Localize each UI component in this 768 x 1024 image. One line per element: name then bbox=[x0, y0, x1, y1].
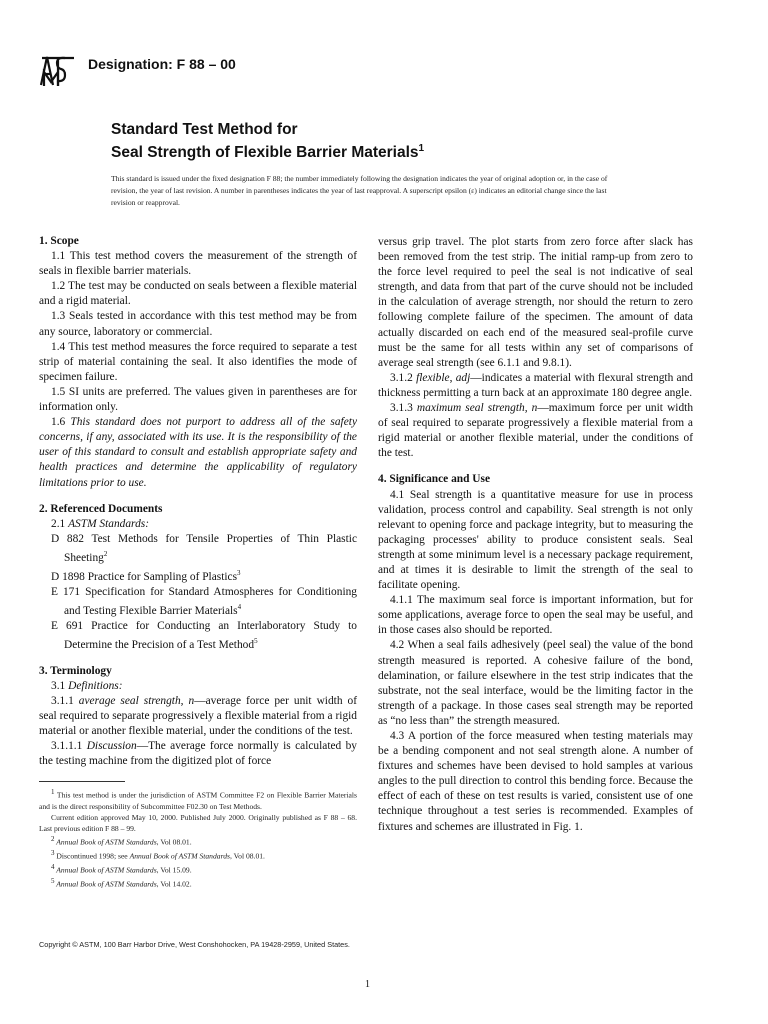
reference-text: E 171 Specification for Standard Atmospheres for Conditioning and Testing Flexible Barrier Materials bbox=[51, 585, 357, 617]
astm-standards-label: ASTM Standards: bbox=[68, 517, 149, 530]
title-line-1: Standard Test Method for bbox=[111, 121, 298, 138]
safety-caveat: This standard does not purport to address all of the safety concerns, if any, associated with its use. It is the responsibility of the user of this standard to consult and establish appropriate safety and health practices and determine the applicability of regulatory limitations prior to use. bbox=[39, 416, 357, 489]
paragraph-1-1: 1.1 This test method covers the measurement of the strength of seals in flexible barrier materials. bbox=[39, 250, 357, 278]
title-text: Seal Strength of Flexible Barrier Materials bbox=[111, 144, 419, 162]
defined-term: average seal strength bbox=[78, 694, 181, 707]
footnote-divider bbox=[39, 781, 125, 782]
footnote-ref: 2 bbox=[103, 549, 108, 558]
footnote-text: This test method is under the jurisdiction of ASTM Committee F2 on Flexible Barrier Materials and is the direct responsibility of Subcommittee F02.30 on Test Methods. bbox=[39, 790, 357, 811]
paragraph-3-1 bbox=[39, 679, 357, 694]
issuance-note: This standard is issued under the fixed designation F 88; the number immediately following the designation indicates the year of original adoption or, in the case of revision, the year of last revision. A number in parentheses indicates the year of last reapproval. A superscript epsilon (ε) indicates an editorial change since the last revision or reapproval. bbox=[111, 174, 608, 207]
footnote-marker: 1 bbox=[51, 788, 55, 796]
title-line-2 bbox=[111, 139, 424, 162]
volume: , Vol 15.09. bbox=[156, 865, 192, 875]
document-title bbox=[111, 120, 424, 162]
reference-text: D 882 Test Methods for Tensile Properties of Thin Plastic Sheeting bbox=[51, 532, 357, 564]
reference-d882 bbox=[39, 532, 357, 566]
reference-e691 bbox=[39, 619, 357, 653]
book-title: Annual Book of ASTM Standards bbox=[54, 879, 157, 889]
paragraph-3-1-3 bbox=[378, 401, 693, 461]
reference-text: D 1898 Practice for Sampling of Plastics bbox=[51, 570, 238, 583]
reference-e171 bbox=[39, 585, 357, 619]
definition-text: —average force per unit width of seal required to separate progressively a flexible material from a rigid material or another flexible material, under the conditions of the test. bbox=[39, 694, 357, 737]
paragraph-number: 3.1.3 bbox=[390, 402, 417, 415]
defined-term: flexible bbox=[416, 371, 450, 384]
part-of-speech: , n bbox=[180, 694, 195, 707]
footnotes bbox=[39, 787, 357, 889]
paragraph-number: 3.1.2 bbox=[390, 371, 417, 384]
discussion-text: —The average force normally is calculated by the testing machine from the digitized plot of force bbox=[39, 740, 358, 768]
book-title: Annual Book of ASTM Standards bbox=[54, 865, 157, 875]
right-column bbox=[378, 235, 693, 835]
paragraph-number: 3.1.1.1 bbox=[51, 740, 87, 753]
definitions-label: Definitions: bbox=[68, 679, 123, 692]
section-heading-referenced-documents: 2. Referenced Documents bbox=[39, 502, 163, 515]
part-of-speech: adj bbox=[455, 371, 471, 384]
paragraph-number: 2.1 bbox=[51, 517, 69, 530]
page-number: 1 bbox=[365, 979, 370, 990]
book-title: Annual Book of ASTM Standards bbox=[129, 851, 230, 861]
footnote-3 bbox=[39, 848, 357, 862]
volume: , Vol 08.01. bbox=[230, 851, 265, 861]
paragraph-1-4: 1.4 This test method measures the force required to separate a test strip of material containing the seal. It also identifies the mode of specimen failure. bbox=[39, 340, 357, 383]
paragraph-1-3: 1.3 Seals tested in accordance with this test method may be from any source, laboratory or commercial. bbox=[39, 310, 357, 338]
definition-text: —indicates a material with flexural strength and thickness permitting a turn back at an approximate 180 degree angle. bbox=[378, 371, 693, 399]
paragraph-1-6 bbox=[39, 415, 357, 490]
footnote-text: Discontinued 1998; see bbox=[54, 851, 130, 861]
part-of-speech: , n bbox=[524, 402, 538, 415]
paragraph-number: 1.6 bbox=[51, 416, 71, 429]
footnote-5 bbox=[39, 876, 357, 890]
designation: Designation: F 88 – 00 bbox=[88, 56, 236, 72]
paragraph-4-2: 4.2 When a seal fails adhesively (peel seal) the value of the bond strength measured is reported. A cohesive failure of the bond, delamination, or failure elsewhere in the test strip indicates that the substrate, not the seal interface, would be the limiting factor in the strength of a package. In those cases seal strength may be reported as “no less than” the strength measured. bbox=[378, 639, 693, 727]
footnote-marker: 3 bbox=[51, 849, 55, 858]
paragraph-number: 3.1 bbox=[51, 679, 69, 692]
footnote-marker: 5 bbox=[51, 876, 55, 885]
volume: , Vol 08.01. bbox=[156, 837, 192, 847]
volume: , Vol 14.02. bbox=[156, 879, 192, 889]
paragraph-4-1-1: 4.1.1 The maximum seal force is important information, but for some applications, average force to open the seal may be useful, and in those cases also should be reported. bbox=[378, 594, 693, 637]
paragraph-3-1-1-1-continued: versus grip travel. The plot starts from zero force after slack has been removed from the test strip. The initial ramp-up from zero to the force level required to peel the seal is not indicative of seal strength, and data from that part of the curve should not be included in the calculation of average strength, nor should the return to zero following complete failure of the specimen. The amount of data actually discarded on each end of the measured seal-profile curve must be the same for all tests within any set of comparisons of average seal strength (see 6.1.1 and 9.8.1). bbox=[378, 236, 693, 369]
footnote-marker: 4 bbox=[51, 862, 55, 871]
footnote-marker: 2 bbox=[51, 835, 55, 844]
definition-text: —maximum force per unit width of seal required to separate progressively a flexible material from a rigid material or another flexible material, under the conditions of the test. bbox=[378, 402, 694, 460]
copyright-notice: Copyright © ASTM, 100 Barr Harbor Drive, West Conshohocken, PA 19428-2959, United States. bbox=[39, 940, 350, 949]
separator: , bbox=[449, 371, 456, 384]
section-heading-significance: 4. Significance and Use bbox=[378, 473, 491, 486]
paragraph-1-2: 1.2 The test may be conducted on seals between a flexible material and a rigid material. bbox=[39, 280, 357, 308]
paragraph-2-1 bbox=[39, 517, 357, 532]
footnote-1-continued: Current edition approved May 10, 2000. Published July 2000. Originally published as F 88 – 68. Last previous edition F 88 – 99. bbox=[39, 812, 357, 834]
defined-term: maximum seal strength bbox=[416, 402, 525, 415]
footnote-2 bbox=[39, 834, 357, 848]
paragraph-3-1-1 bbox=[39, 694, 357, 739]
left-column bbox=[39, 234, 357, 769]
section-heading-scope: 1. Scope bbox=[39, 235, 79, 247]
footnote-ref: 4 bbox=[237, 602, 242, 611]
reference-text: E 691 Practice for Conducting an Interlaboratory Study to Determine the Precision of a Test Method bbox=[51, 619, 357, 651]
paragraph-number: 3.1.1 bbox=[51, 694, 79, 707]
footnote-ref: 3 bbox=[237, 568, 241, 577]
book-title: Annual Book of ASTM Standards bbox=[54, 837, 157, 847]
footnote-1 bbox=[39, 787, 357, 812]
paragraph-3-1-1-1 bbox=[39, 739, 357, 769]
paragraph-4-3: 4.3 A portion of the force measured when testing materials may be a bending component and not seal strength alone. A number of fixtures and schemes have been devised to hold samples at various angles to the pull direction to control this bending force. Because the effect of each of these on test results is varied, consistent use of one technique throughout a test series is recommended. Examples of fixtures and schemes are illustrated in Fig. 1. bbox=[378, 730, 693, 833]
section-heading-terminology: 3. Terminology bbox=[39, 664, 112, 677]
reference-d1898 bbox=[39, 566, 357, 585]
paragraph-1-5: 1.5 SI units are preferred. The values given in parentheses are for information only. bbox=[39, 385, 357, 414]
title-footnote-ref: 1 bbox=[418, 143, 425, 154]
paragraph-4-1: 4.1 Seal strength is a quantitative measure for use in process validation, process control and capability. Seal strength is not only relevant to opening force and package integrity, but to measuring the packaging processes' ability to produce consistent seals. Seal strength at some minimum level is a necessary package requirement, and at times it is desirable to limit the strength of the seal to facilitate opening. bbox=[378, 488, 693, 592]
footnote-4 bbox=[39, 862, 357, 876]
paragraph-3-1-2 bbox=[378, 371, 693, 401]
astm-logo-icon bbox=[38, 52, 78, 90]
discussion-label: Discussion bbox=[86, 740, 137, 753]
footnote-ref: 5 bbox=[254, 636, 258, 645]
